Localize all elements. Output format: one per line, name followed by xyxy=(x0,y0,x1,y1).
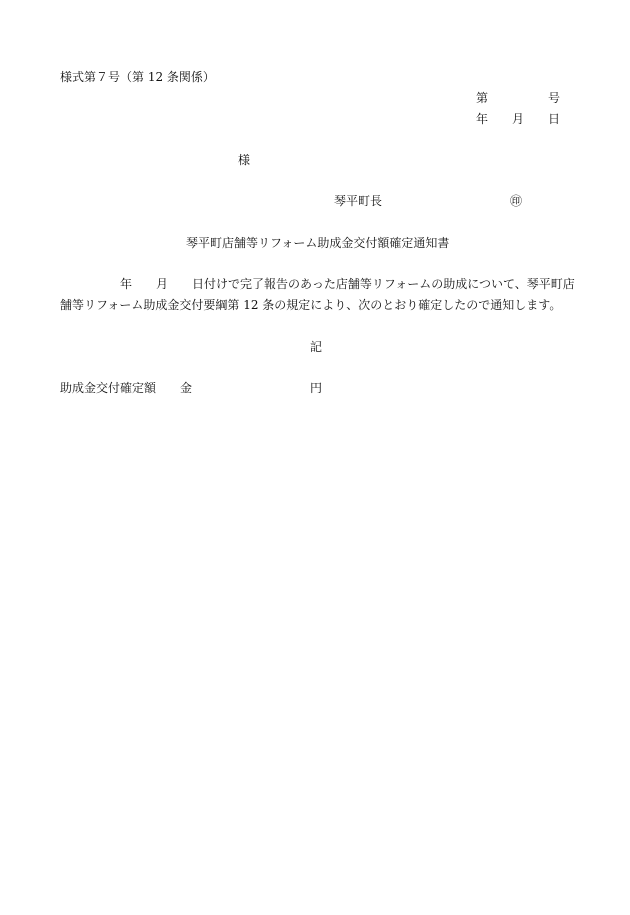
ki-heading: 記 xyxy=(310,340,323,354)
seal-mark: ㊞ xyxy=(510,194,523,208)
document-title: 琴平町店舗等リフォーム助成金交付額確定通知書 xyxy=(186,236,450,250)
date-month-label: 月 xyxy=(512,112,525,126)
body-line-1-text: 日付けで完了報告のあった店舗等リフォームの助成について、琴平町店 xyxy=(192,277,575,291)
body-month-label: 月 xyxy=(156,277,169,291)
document-number-prefix: 第 xyxy=(476,91,489,105)
addressee-suffix: 様 xyxy=(238,153,251,167)
amount-yen: 円 xyxy=(310,381,323,395)
amount-kin: 金 xyxy=(180,381,193,395)
date-year-label: 年 xyxy=(476,112,489,126)
issuer-name: 琴平町長 xyxy=(334,194,383,208)
body-line-2: 舗等リフォーム助成金交付要綱第 12 条の規定により、次のとおり確定したので通知します。 xyxy=(60,298,562,312)
form-number-header: 様式第７号（第 12 条関係） xyxy=(60,70,215,84)
date-day-label: 日 xyxy=(548,112,561,126)
body-year-label: 年 xyxy=(120,277,133,291)
amount-label: 助成金交付確定額 xyxy=(60,381,157,395)
document-number-suffix: 号 xyxy=(548,91,561,105)
